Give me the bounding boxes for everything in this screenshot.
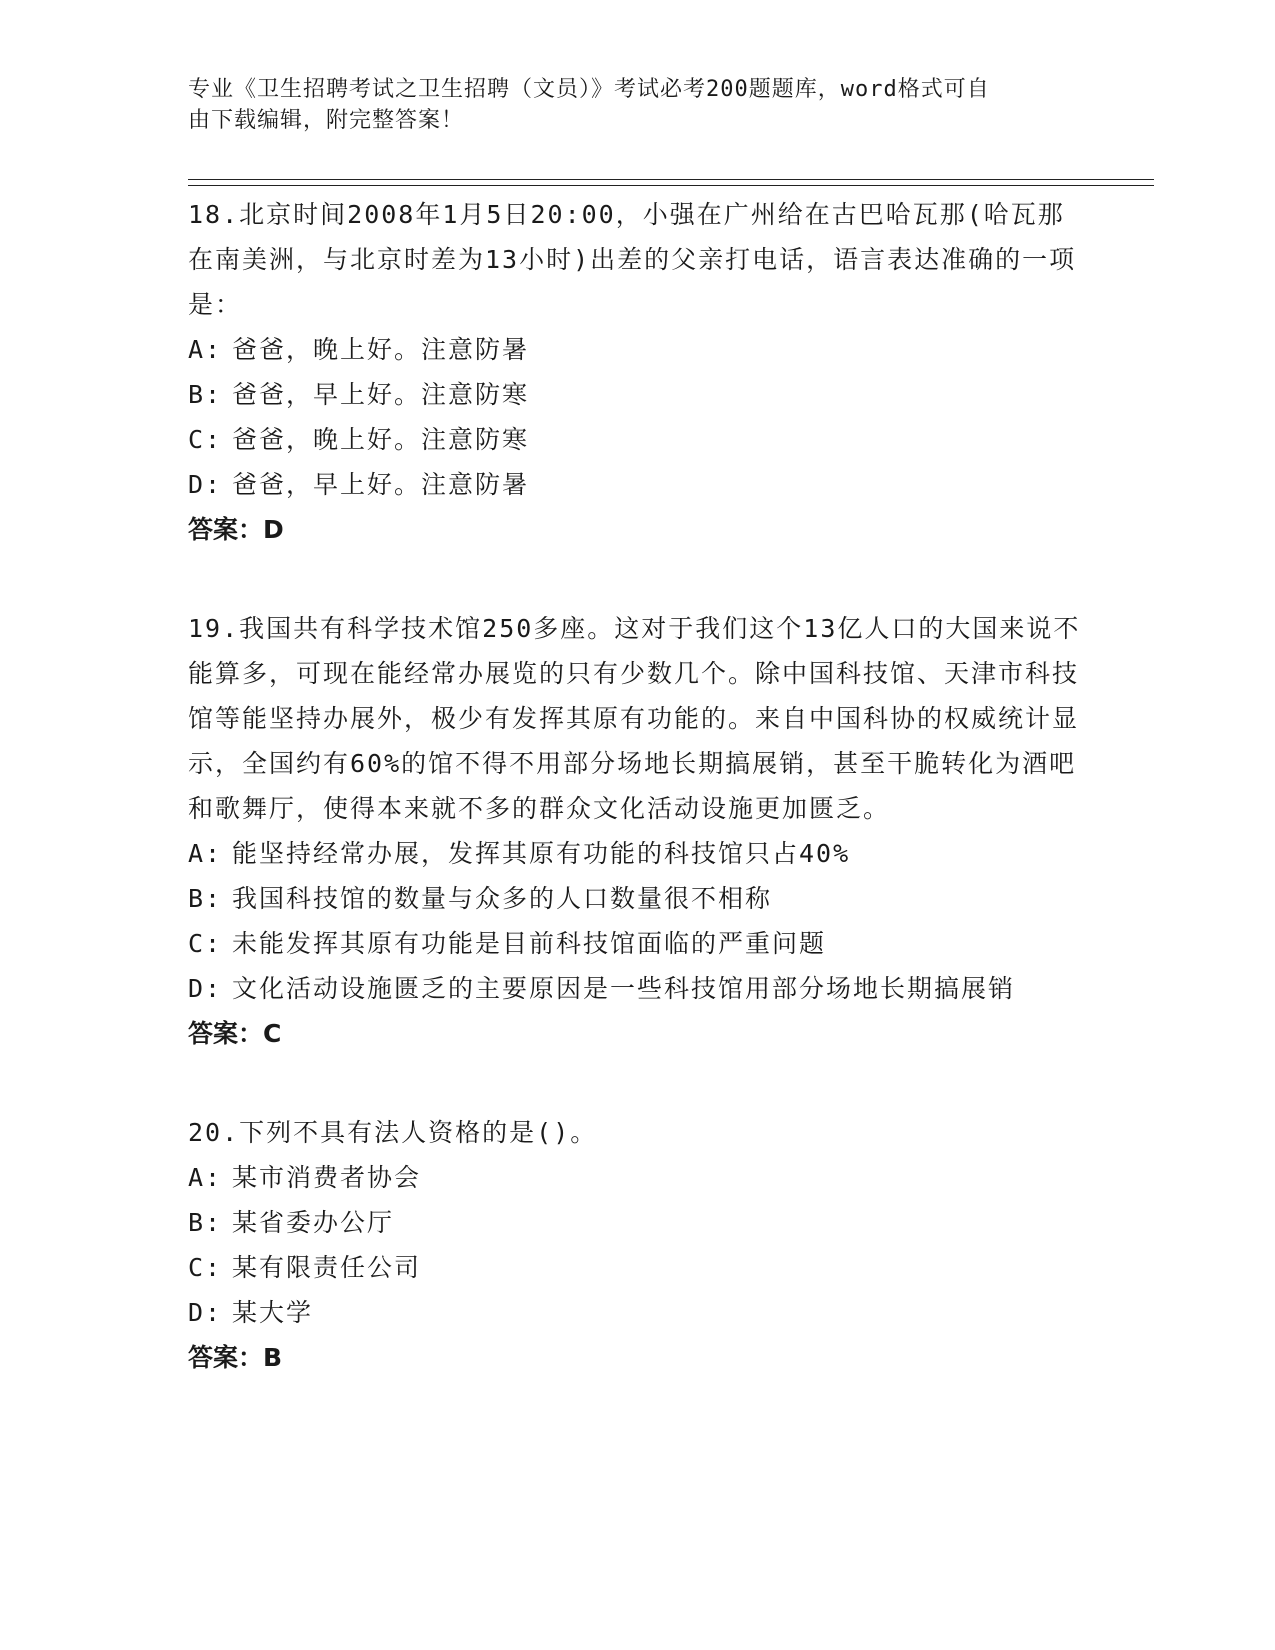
- option-text: 某省委办公厅: [232, 1208, 395, 1237]
- option-d: [188, 966, 1088, 1011]
- question-list: [188, 192, 1088, 1434]
- question-text: 我国共有科学技术馆250多座。这对于我们这个13亿人口的大国来说不能算多，可现在能经常办展览的只有少数几个。除中国科技馆、天津市科技馆等能坚持办展外，极少有发挥其原有功能的。来自中国科协的权威统计显示，全国约有60%的馆不得不用部分场地长期搞展销，甚至干脆转化为酒吧和歌舞厅，使得本来就不多的群众文化活动设施更加匮乏。: [188, 614, 1081, 823]
- header-rule-bottom: [188, 185, 1154, 186]
- option-b: [188, 876, 1088, 921]
- option-key: C:: [188, 929, 223, 958]
- option-a: [188, 1155, 1088, 1200]
- option-key: D:: [188, 470, 223, 499]
- option-key: B:: [188, 380, 223, 409]
- option-key: C:: [188, 425, 223, 454]
- option-text: 未能发挥其原有功能是目前科技馆面临的严重问题: [232, 929, 827, 958]
- header-line-1: 专业《卫生招聘考试之卫生招聘（文员）》考试必考200题题库，word格式可自: [188, 77, 990, 102]
- option-text: 某大学: [232, 1298, 314, 1327]
- document-header: [188, 74, 1088, 136]
- question-stem: [188, 606, 1088, 831]
- option-text: 爸爸，晚上好。注意防寒: [232, 425, 530, 454]
- option-b: [188, 372, 1088, 417]
- question-19: [188, 606, 1088, 1056]
- option-text: 爸爸，早上好。注意防寒: [232, 380, 530, 409]
- option-c: [188, 921, 1088, 966]
- question-text: 北京时间2008年1月5日20:00，小强在广州给在古巴哈瓦那(哈瓦那在南美洲，与北京时差为13小时)出差的父亲打电话，语言表达准确的一项是：: [188, 200, 1077, 319]
- option-b: [188, 1200, 1088, 1245]
- option-key: A:: [188, 839, 223, 868]
- option-text: 我国科技馆的数量与众多的人口数量很不相称: [232, 884, 773, 913]
- option-text: 文化活动设施匮乏的主要原因是一些科技馆用部分场地长期搞展销: [232, 974, 1016, 1003]
- option-text: 爸爸，晚上好。注意防暑: [232, 335, 530, 364]
- option-key: D:: [188, 1298, 223, 1327]
- option-key: A:: [188, 335, 223, 364]
- answer-line: 答案：D: [188, 515, 284, 544]
- question-text: 下列不具有法人资格的是()。: [239, 1118, 598, 1147]
- question-20: [188, 1110, 1088, 1380]
- question-number: 18.: [188, 200, 240, 229]
- option-text: 某市消费者协会: [232, 1163, 422, 1192]
- option-text: 能坚持经常办展，发挥其原有功能的科技馆只占40%: [232, 839, 851, 868]
- option-d: [188, 1290, 1088, 1335]
- question-18: [188, 192, 1088, 552]
- option-key: C:: [188, 1253, 223, 1282]
- option-a: [188, 831, 1088, 876]
- header-rule-top: [188, 179, 1154, 180]
- option-key: B:: [188, 1208, 223, 1237]
- option-key: B:: [188, 884, 223, 913]
- option-c: [188, 1245, 1088, 1290]
- answer-line: 答案：C: [188, 1019, 282, 1048]
- option-d: [188, 462, 1088, 507]
- question-number: 19.: [188, 614, 240, 643]
- header-line-2: 由下载编辑，附完整答案！: [188, 108, 465, 133]
- option-c: [188, 417, 1088, 462]
- option-text: 某有限责任公司: [232, 1253, 422, 1282]
- question-number: 20.: [188, 1118, 240, 1147]
- answer-line: 答案：B: [188, 1343, 283, 1372]
- question-stem: [188, 1110, 1088, 1155]
- option-key: D:: [188, 974, 223, 1003]
- option-text: 爸爸，早上好。注意防暑: [232, 470, 530, 499]
- question-stem: [188, 192, 1088, 327]
- option-key: A:: [188, 1163, 223, 1192]
- option-a: [188, 327, 1088, 372]
